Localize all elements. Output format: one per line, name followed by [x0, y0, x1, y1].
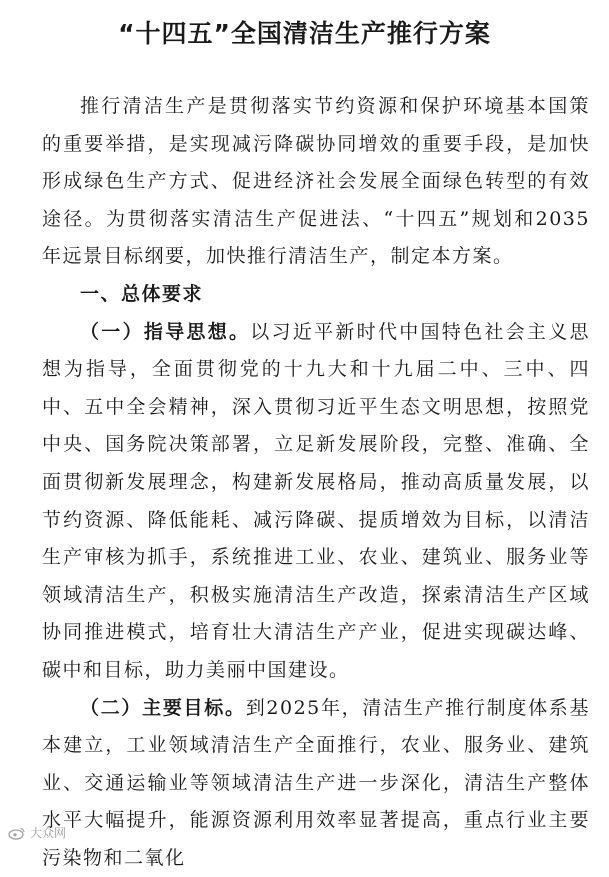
paragraph-lead: （一）指导思想。 [80, 321, 250, 343]
guiding-ideology-paragraph [42, 314, 590, 690]
weibo-icon [8, 826, 26, 840]
document-body [42, 88, 590, 877]
section-heading: 一、总体要求 [42, 276, 590, 314]
paragraph-lead: （二）主要目标。 [80, 697, 246, 719]
document-title: “十四五”全国清洁生产推行方案 [0, 14, 609, 50]
source-watermark [8, 824, 66, 841]
paragraph-body: 以习近平新时代中国特色社会主义思想为指导，全面贯彻党的十九大和十九届二中、三中、四中、五中全会精神，深入贯彻习近平生态文明思想，按照党中央、国务院决策部署，立足新发展阶段，完整、准确、全面贯彻新发展理念，构建新发展格局，推动高质量发展，以节约资源、降低能耗、减污降碳、提质增效为目标，以清洁生产审核为抓手，系统推进工业、农业、建筑业、服务业等领域清洁生产，积极实施清洁生产改造，探索清洁生产区域协同推进模式，培育壮大清洁生产产业，促进实现碳达峰、碳中和目标，助力美丽中国建设。 [42, 321, 590, 681]
watermark-text: 大众网 [30, 824, 66, 841]
intro-paragraph: 推行清洁生产是贯彻落实节约资源和保护环境基本国策的重要举措，是实现减污降碳协同增效的重要手段，是加快形成绿色生产方式、促进经济社会发展全面绿色转型的有效途径。为贯彻落实清洁生产促进法、“十四五”规划和2035年远景目标纲要，加快推行清洁生产，制定本方案。 [42, 88, 590, 276]
paragraph-body: 到2025年，清洁生产推行制度体系基本建立，工业领域清洁生产全面推行，农业、服务业、建筑业、交通运输业等领域清洁生产进一步深化，清洁生产整体水平大幅提升，能源资源利用效率显著提高，重点行业主要污染物和二氧化 [42, 697, 590, 869]
main-goals-paragraph [42, 690, 590, 877]
